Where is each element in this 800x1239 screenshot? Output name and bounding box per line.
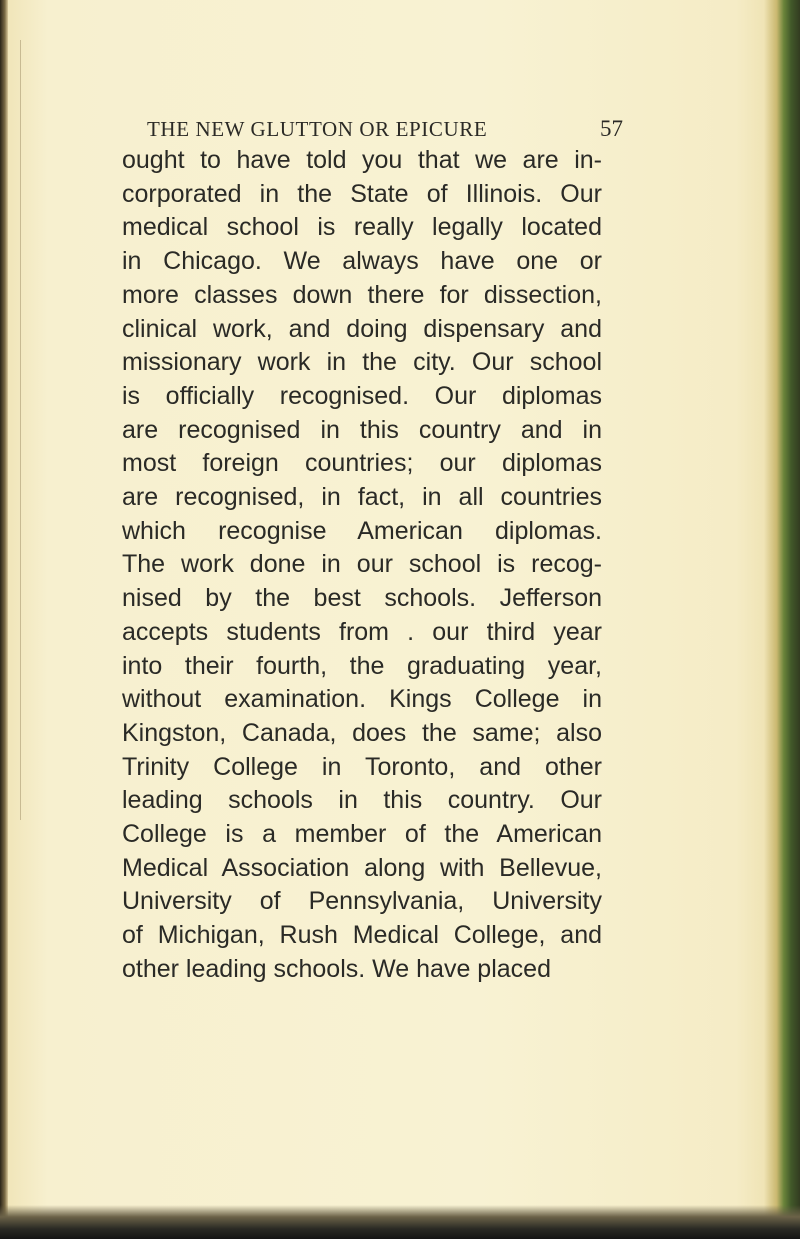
text-line: in Chicago. We always have one or — [122, 247, 602, 276]
page-number: 57 — [600, 116, 623, 141]
text-line: Kingston, Canada, does the same; also — [122, 718, 602, 747]
text-line: are recognised, in fact, in all countries — [122, 483, 602, 512]
text-line: College is a member of the American — [122, 820, 602, 849]
text-line: of Michigan, Rush Medical College, and — [122, 921, 602, 950]
text-line: is officially recognised. Our diplomas — [122, 381, 602, 410]
bottom-page-edge — [0, 1205, 800, 1239]
text-line: accepts students from . our third year — [122, 617, 602, 646]
text-line: more classes down there for dissection, — [122, 280, 602, 309]
text-line: missionary work in the city. Our school — [122, 348, 602, 377]
gutter-shadow — [20, 40, 21, 820]
text-line: Medical Association along with Bellevue, — [122, 853, 602, 882]
running-title: THE NEW GLUTTON OR EPICURE — [147, 117, 488, 141]
text-line: other leading schools. We have placed — [122, 954, 551, 983]
text-line: ought to have told you that we are in- — [122, 146, 602, 174]
text-line: University of Pennsylvania, University — [122, 887, 602, 916]
body-paragraph — [122, 144, 602, 987]
text-line: which recognise American diplomas. — [122, 516, 602, 545]
text-line: Trinity College in Toronto, and other — [122, 752, 602, 781]
text-line: clinical work, and doing dispensary and — [122, 314, 602, 343]
text-line: into their fourth, the graduating year, — [122, 651, 602, 680]
right-page-edge — [764, 0, 800, 1239]
text-line: The work done in our school is recog- — [122, 550, 602, 579]
text-line: are recognised in this country and in — [122, 415, 602, 444]
text-line: without examination. Kings College in — [122, 685, 602, 714]
text-line: most foreign countries; our diplomas — [122, 449, 602, 478]
text-line: nised by the best schools. Jefferson — [122, 584, 602, 613]
text-line: medical school is really legally located — [122, 213, 602, 242]
text-line: leading schools in this country. Our — [122, 786, 602, 815]
text-line: corporated in the State of Illinois. Our — [122, 179, 602, 208]
page-binding-edge — [0, 0, 8, 1239]
